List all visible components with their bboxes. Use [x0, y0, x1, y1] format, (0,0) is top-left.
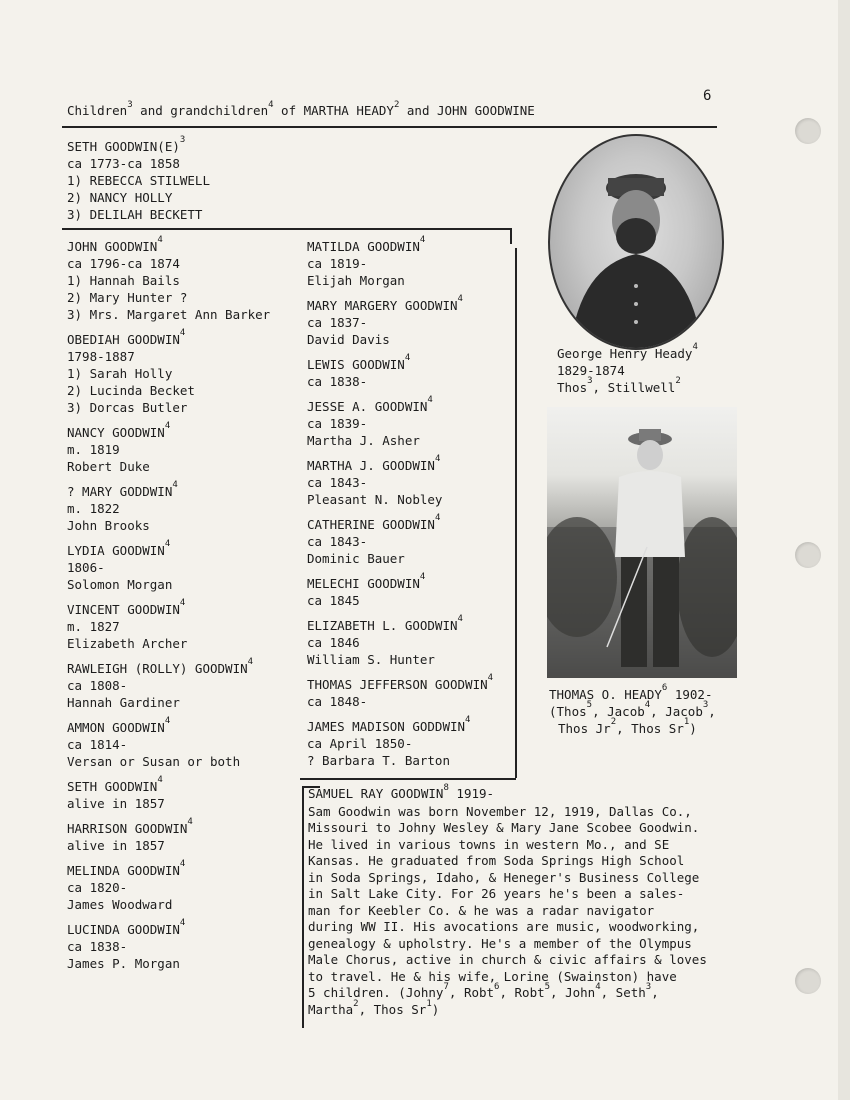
- bio-heading: SAMUEL RAY GOODWIN$^8$ 1919-: [308, 783, 495, 801]
- entry-line: m. 1827: [67, 619, 120, 634]
- man-in-garden-image: [547, 407, 737, 678]
- genealogy-entry: SETH GOODWIN$^4$ alive in 1857: [67, 778, 270, 812]
- entry-name: MELECHI GOODWIN: [307, 576, 420, 591]
- genealogy-entry: ? MARY GODDWIN$^4$ m. 1822 John Brooks: [67, 483, 270, 534]
- entry-line: 1) Hannah Bails: [67, 273, 180, 288]
- entry-line: m. 1819: [67, 442, 120, 457]
- entry-name: JESSE A. GOODWIN: [307, 399, 428, 414]
- entry-line: alive in 1857: [67, 796, 165, 811]
- entry-line: ca 1837-: [307, 315, 368, 330]
- genealogy-entry: ELIZABETH L. GOODWIN$^4$ ca 1846 William S. Hunter: [307, 617, 493, 668]
- photo2-caption: THOMAS O. HEADY$^6$ 1902- (Thos$^5$, Jacob$^4$, Jacob$^3$, Thos Jr$^2$, Thos Sr$^1$): [549, 683, 716, 736]
- bio-line: to travel. He & his wife, Lorine (Swainston) have: [308, 968, 677, 984]
- entry-line: ca 1843-: [307, 534, 368, 549]
- entry-line: James P. Morgan: [67, 956, 180, 971]
- genealogy-entry: MELINDA GOODWIN$^4$ ca 1820- James Woodward: [67, 862, 270, 913]
- bio-line: in Soda Springs, Idaho, & Heneger's Business College: [308, 869, 700, 885]
- entry-line: ca 1838-: [307, 374, 368, 389]
- entry-line: ca 1820-: [67, 880, 128, 895]
- entry-name: JAMES MADISON GODDWIN: [307, 719, 466, 734]
- genealogy-entry: JESSE A. GOODWIN$^4$ ca 1839- Martha J. Asher: [307, 398, 493, 449]
- entry-line: 2) NANCY HOLLY: [67, 190, 173, 205]
- entry-line: ca 1773-ca 1858: [67, 156, 180, 171]
- seth-rule-tick: [510, 228, 512, 244]
- photo-thomas-o-heady: [547, 407, 737, 678]
- entry-line: ca 1845: [307, 593, 360, 608]
- entry-line: ca 1848-: [307, 694, 368, 709]
- middle-bottom-rule: [300, 778, 516, 780]
- soldier-portrait-image: [550, 136, 722, 348]
- seth-rule: [62, 228, 512, 230]
- genealogy-entry: MARTHA J. GOODWIN$^4$ ca 1843- Pleasant N. Nobley: [307, 457, 493, 508]
- entry-line: 1798-1887: [67, 349, 135, 364]
- genealogy-entry: HARRISON GOODWIN$^4$ alive in 1857: [67, 820, 270, 854]
- entry-line: ca 1838-: [67, 939, 128, 954]
- entry-name: CATHERINE GOODWIN: [307, 517, 435, 532]
- entry-name: LUCINDA GOODWIN: [67, 922, 180, 937]
- genealogy-entry: MATILDA GOODWIN$^4$ ca 1819- Elijah Morgan: [307, 238, 493, 289]
- bio-left-rule: [302, 788, 304, 1028]
- punch-hole: [795, 968, 821, 994]
- entry-name: RAWLEIGH (ROLLY) GOODWIN: [67, 661, 248, 676]
- page-number: 6: [703, 88, 712, 104]
- genealogy-entry: RAWLEIGH (ROLLY) GOODWIN$^4$ ca 1808- Hannah Gardiner: [67, 660, 270, 711]
- entry-line: ca 1843-: [307, 475, 368, 490]
- entry-line: 3) Mrs. Margaret Ann Barker: [67, 307, 271, 322]
- bio-line: He lived in various towns in western Mo., and SE: [308, 836, 670, 852]
- bio-line: Male Chorus, active in church & civic affairs & loves: [308, 952, 707, 967]
- photo1-caption: George Henry Heady$^4$ 1829-1874 Thos$^3$, Stillwell$^2$: [557, 342, 698, 395]
- entry-line: 3) DELILAH BECKETT: [67, 207, 203, 222]
- entry-name: SETH GOODWIN(E): [67, 139, 180, 154]
- title-rule: [62, 126, 717, 128]
- entry-name: ELIZABETH L. GOODWIN: [307, 618, 458, 633]
- entry-name: OBEDIAH GOODWIN: [67, 332, 180, 347]
- genealogy-entry: OBEDIAH GOODWIN$^4$ 1798-1887 1) Sarah Holly 2) Lucinda Becket 3) Dorcas Butler: [67, 331, 270, 416]
- entry-line: 1) REBECCA STILWELL: [67, 173, 210, 188]
- bio-line: man for Keebler Co. & he was a radar navigator: [308, 902, 655, 918]
- entry-name: MARY MARGERY GOODWIN: [307, 298, 458, 313]
- bio-line: 5 children. (Johny$^7$, Robt$^6$, Robt$^5$, John$^4$, Seth$^3$,: [308, 982, 659, 1000]
- entry-name: LEWIS GOODWIN: [307, 357, 405, 372]
- entry-line: Pleasant N. Nobley: [307, 492, 443, 507]
- genealogy-entry: LYDIA GOODWIN$^4$ 1806- Solomon Morgan: [67, 542, 270, 593]
- entry-name: LYDIA GOODWIN: [67, 543, 165, 558]
- bio-line: genealogy & upholstry. He's a member of the Olympus: [308, 935, 692, 951]
- entry-line: Versan or Susan or both: [67, 754, 241, 769]
- entry-line: Elijah Morgan: [307, 273, 405, 288]
- seth-block: [67, 135, 210, 231]
- genealogy-entry: AMMON GOODWIN$^4$ ca 1814- Versan or Susan or both: [67, 719, 270, 770]
- entry-name: SETH GOODWIN: [67, 779, 158, 794]
- entry-line: Solomon Morgan: [67, 577, 173, 592]
- bio-line: in Salt Lake City. For 26 years he's been a sales-: [308, 886, 685, 901]
- entry-line: ca 1796-ca 1874: [67, 256, 180, 271]
- entry-line: ca 1814-: [67, 737, 128, 752]
- genealogy-entry: NANCY GOODWIN$^4$ m. 1819 Robert Duke: [67, 424, 270, 475]
- entry-line: ca 1819-: [307, 256, 368, 271]
- entry-name: MARTHA J. GOODWIN: [307, 458, 435, 473]
- entry-line: alive in 1857: [67, 838, 165, 853]
- entry-name: VINCENT GOODWIN: [67, 602, 180, 617]
- genealogy-entry: JOHN GOODWIN$^4$ ca 1796-ca 1874 1) Hannah Bails 2) Mary Hunter ? 3) Mrs. Margaret Ann Barker: [67, 235, 271, 322]
- entry-line: 1806-: [67, 560, 105, 575]
- entry-line: Hannah Gardiner: [67, 695, 180, 710]
- genealogy-entry: VINCENT GOODWIN$^4$ m. 1827 Elizabeth Archer: [67, 601, 270, 652]
- bio-line: Sam Goodwin was born November 12, 1919, Dallas Co.,: [308, 803, 692, 819]
- entry-line: ca 1808-: [67, 678, 128, 693]
- entry-line: 1) Sarah Holly: [67, 366, 173, 381]
- genealogy-entry: THOMAS JEFFERSON GOODWIN$^4$ ca 1848-: [307, 673, 494, 709]
- genealogy-entry: SETH $GOODWIN(E)^3$ ca 1773-ca 1858 1) REBECCA STILWELL 2) NANCY HOLLY 3) DELILAH BECKETT: [67, 135, 210, 222]
- genealogy-entry: MELECHI GOODWIN$^4$ ca 1845: [307, 575, 493, 609]
- entry-name: JOHN GOODWIN: [67, 239, 158, 254]
- genealogy-entry: JAMES MADISON GODDWIN$^4$ ca April 1850- ? Barbara T. Barton: [307, 718, 493, 769]
- entry-line: ca April 1850-: [307, 736, 413, 751]
- entry-line: m. 1822: [67, 501, 120, 516]
- middle-column: [307, 235, 494, 777]
- entry-line: 2) Lucinda Becket: [67, 383, 195, 398]
- entry-line: Elizabeth Archer: [67, 636, 188, 651]
- entry-name: AMMON GOODWIN: [67, 720, 165, 735]
- genealogy-entry: LEWIS GOODWIN$^4$ ca 1838-: [307, 356, 493, 390]
- middle-column-rule: [515, 248, 517, 778]
- entry-name: NANCY GOODWIN: [67, 425, 165, 440]
- entry-name: THOMAS JEFFERSON GOODWIN: [307, 677, 488, 692]
- entry-line: 2) Mary Hunter ?: [67, 290, 188, 305]
- genealogy-entry: CATHERINE GOODWIN$^4$ ca 1843- Dominic Bauer: [307, 516, 493, 567]
- bio-line: during WW II. His avocations are music, woodworking,: [308, 919, 700, 934]
- punch-hole: [795, 542, 821, 568]
- portrait-photo-george-henry-heady: [548, 134, 724, 350]
- bio-line: Martha$^2$, Thos Sr$^1$): [308, 998, 440, 1017]
- entry-line: 3) Dorcas Butler: [67, 400, 188, 415]
- entry-line: ca 1839-: [307, 416, 368, 431]
- left-column: [67, 235, 271, 980]
- entry-line: Robert Duke: [67, 459, 150, 474]
- entry-line: ? Barbara T. Barton: [307, 753, 450, 768]
- bio-line: Missouri to Johny Wesley & Mary Jane Scobee Goodwin.: [308, 820, 700, 835]
- biography-samuel-ray-goodwin: [308, 783, 748, 1018]
- entry-name: HARRISON GOODWIN: [67, 821, 188, 836]
- entry-line: William S. Hunter: [307, 652, 435, 667]
- page-edge: [838, 0, 850, 1100]
- entry-line: John Brooks: [67, 518, 150, 533]
- entry-line: ca 1846: [307, 635, 360, 650]
- bio-line: Kansas. He graduated from Soda Springs High School: [308, 853, 685, 868]
- entry-line: James Woodward: [67, 897, 173, 912]
- entry-name: MELINDA GOODWIN: [67, 863, 180, 878]
- genealogy-entry: MARY MARGERY GOODWIN$^4$ ca 1837- David Davis: [307, 297, 493, 348]
- punch-hole: [795, 118, 821, 144]
- entry-line: Dominic Bauer: [307, 551, 405, 566]
- genealogy-entry: LUCINDA GOODWIN$^4$ ca 1838- James P. Morgan: [67, 921, 270, 972]
- page-title: Children$^3$ and grandchildren$^4$ of MARTHA HEADY$^2$ and JOHN GOODWINE: [67, 100, 535, 118]
- entry-line: David Davis: [307, 332, 390, 347]
- entry-name: MATILDA GOODWIN: [307, 239, 420, 254]
- entry-name: ? MARY GODDWIN: [67, 484, 173, 499]
- entry-line: Martha J. Asher: [307, 433, 420, 448]
